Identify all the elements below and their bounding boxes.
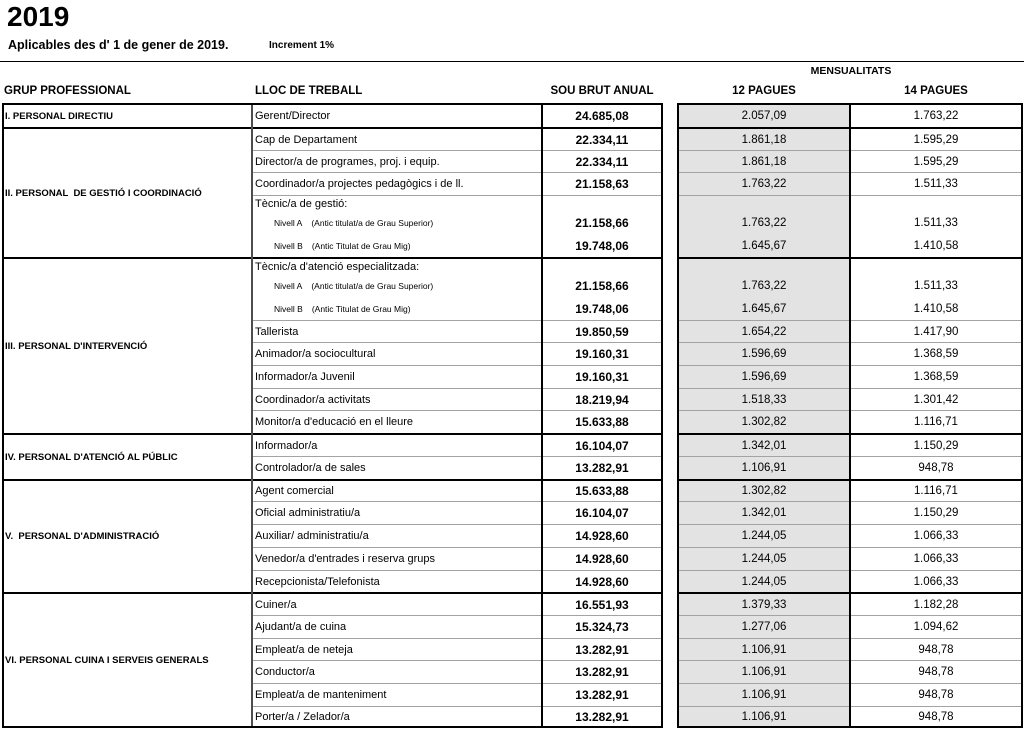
job-level: [274, 234, 558, 257]
monthly-14-payments: 948,78: [918, 462, 954, 474]
monthly-12-payments: 1.645,67: [741, 302, 787, 315]
group-label: V. PERSONAL D'ADMINISTRACIÓ: [5, 531, 160, 542]
group-rows: [253, 435, 661, 479]
monthly-14-payments: 948,78: [918, 643, 954, 656]
monthly-14-payments: 948,78: [918, 666, 954, 678]
level-note: (Antic Titulat de Grau Mig): [311, 303, 411, 314]
job-title: Conductor/a: [255, 666, 315, 678]
monthly-12-payments: 1.342,01: [741, 439, 787, 452]
monthly-12-payments: 1.518,33: [741, 393, 787, 406]
monthly-14-payments: 1.410,58: [913, 239, 959, 252]
table-row: [253, 150, 661, 172]
monthly-12-payments: 1.342,01: [741, 507, 787, 519]
monthly-12-payments: 1.106,91: [741, 643, 787, 656]
job-title: Tallerista: [255, 325, 299, 338]
job-title: Venedor/a d'entrades i reserva grups: [255, 553, 436, 565]
job-title: Gerent/Director: [255, 110, 331, 122]
table-row-level: [253, 297, 661, 320]
group-rows: [253, 105, 661, 127]
column-header-12-payments: 12 PAGUES: [732, 85, 796, 97]
table-row-level: [253, 274, 661, 297]
table-row: [253, 481, 661, 501]
job-level: [274, 274, 558, 297]
annual-salary: 16.104,07: [575, 506, 629, 520]
annual-salary: 15.633,88: [575, 415, 629, 429]
annual-salary: 21.158,63: [575, 177, 629, 191]
column-header-group: GRUP PROFESSIONAL: [4, 85, 131, 97]
job-title: Coordinador/a projectes pedagògics i de ll.: [255, 178, 464, 190]
table-row: [253, 501, 661, 524]
table-row: [253, 547, 661, 570]
job-title: Cuiner/a: [255, 598, 297, 611]
increment-note: Increment 1%: [269, 40, 335, 51]
monthly-12-payments: 1.596,69: [741, 348, 787, 360]
table-row: [253, 683, 661, 706]
table-row-level: [253, 234, 661, 257]
monthly-14-payments: 1.116,71: [914, 416, 958, 428]
table-row: [253, 320, 661, 342]
job-title: Ajudant/a de cuina: [255, 621, 347, 633]
level-label: Nivell B: [274, 303, 303, 314]
table-row: [253, 706, 661, 726]
monthly-14-payments: 1.066,33: [913, 553, 959, 565]
monthly-14-payments: 948,78: [918, 710, 954, 723]
job-title: Animador/a sociocultural: [255, 348, 376, 360]
job-title: Oficial administratiu/a: [255, 507, 361, 519]
table-row: [253, 570, 661, 592]
annual-salary: 15.324,73: [575, 620, 629, 634]
table-row-category: [253, 259, 661, 274]
job-title: Monitor/a d'educació en el lleure: [255, 416, 414, 428]
annual-salary: 13.282,91: [575, 709, 629, 724]
annual-salary: 14.928,60: [575, 552, 629, 566]
monthly-12-payments: 1.763,22: [741, 279, 787, 292]
table-row: [253, 172, 661, 195]
column-group-header-monthly: MENSUALITATS: [810, 65, 892, 77]
annual-salary: 13.282,91: [575, 688, 629, 702]
monthly-12-payments: 1.244,05: [741, 575, 787, 588]
group-label: VI. PERSONAL CUINA I SERVEIS GENERALS: [5, 654, 209, 666]
job-title: Tècnic/a de gestió:: [255, 197, 348, 210]
annual-salary: 13.282,91: [575, 665, 629, 679]
monthly-12-payments: 1.763,22: [741, 178, 787, 190]
table-row-category: [253, 195, 661, 211]
job-title: Informador/a: [255, 439, 318, 452]
annual-salary: 24.685,08: [575, 109, 629, 123]
group-rows: [253, 129, 661, 257]
table-row: [253, 342, 661, 365]
level-note: (Antic Titulat de Grau Mig): [311, 240, 411, 251]
monthly-12-payments: 1.302,82: [741, 416, 787, 428]
table-row: [253, 365, 661, 388]
table-row: [253, 129, 661, 150]
group-rows: [253, 259, 661, 433]
monthly-12-payments: 1.654,22: [741, 325, 787, 338]
annual-salary: 14.928,60: [575, 529, 629, 543]
monthly-14-payments: 1.116,71: [914, 485, 958, 497]
table-row: [253, 524, 661, 547]
monthly-12-payments: 1.379,33: [741, 598, 787, 611]
monthly-14-payments: 1.410,58: [913, 302, 959, 315]
job-title: Tècnic/a d'atenció especialitzada:: [255, 260, 420, 273]
group-block: [4, 105, 661, 127]
annual-salary: 19.748,06: [575, 301, 629, 316]
job-title: Empleat/a de manteniment: [255, 689, 387, 701]
job-level: [274, 297, 558, 320]
group-rows: [253, 481, 661, 592]
monthly-12-payments: 1.277,06: [741, 621, 787, 633]
annual-salary: 21.158,66: [575, 278, 629, 293]
group-label: III. PERSONAL D'INTERVENCIÓ: [5, 340, 148, 352]
monthly-14-payments: 1.066,33: [913, 530, 959, 542]
annual-salary: 22.334,11: [575, 132, 629, 147]
monthly-14-payments: 1.595,29: [913, 155, 959, 168]
job-title: Porter/a / Zelador/a: [255, 710, 350, 723]
monthly-14-payments: 1.094,62: [913, 621, 959, 633]
monthly-14-payments: 1.511,33: [914, 216, 958, 229]
monthly-14-payments: 1.511,33: [914, 178, 958, 190]
group-label: IV. PERSONAL D'ATENCIÓ AL PÚBLIC: [5, 451, 178, 463]
job-title: Empleat/a de neteja: [255, 643, 353, 656]
column-divider: [541, 105, 543, 726]
annual-salary: 16.551,93: [575, 597, 629, 612]
column-divider: [251, 105, 253, 726]
group-rows: [253, 594, 661, 726]
annual-salary: 19.160,31: [575, 347, 629, 361]
monthly-12-payments: 1.106,91: [741, 462, 787, 474]
job-title: Coordinador/a activitats: [255, 393, 371, 406]
monthly-12-payments: 1.302,82: [741, 485, 787, 497]
level-label: Nivell B: [274, 240, 303, 251]
monthly-14-payments: 1.301,42: [913, 393, 959, 406]
annual-salary: 15.633,88: [575, 484, 629, 498]
monthly-14-payments: 1.066,33: [913, 575, 959, 588]
column-header-14-payments: 14 PAGUES: [904, 85, 968, 97]
monthly-14-payments: 1.368,59: [913, 371, 959, 383]
table-row: [253, 594, 661, 615]
monthly-14-payments: 1.511,33: [914, 279, 958, 292]
monthly-12-payments: 1.861,18: [741, 133, 787, 146]
column-header-job: LLOC DE TREBALL: [255, 85, 363, 97]
subtitle: Aplicables des d' 1 de gener de 2019.: [8, 38, 229, 52]
annual-salary: 19.850,59: [575, 324, 629, 339]
job-title: Director/a de programes, proj. i equip.: [255, 155, 440, 168]
table-row-level: [253, 211, 661, 234]
annual-salary: 13.282,91: [575, 461, 629, 475]
monthly-12-payments: 1.861,18: [741, 155, 787, 168]
monthly-12-payments: 1.244,05: [741, 553, 787, 565]
monthly-14-payments: 1.763,22: [913, 110, 959, 122]
annual-salary: 19.748,06: [575, 238, 629, 253]
job-title: Recepcionista/Telefonista: [255, 575, 380, 588]
group-block: [4, 257, 661, 433]
level-note: (Antic titulat/a de Grau Superior): [311, 280, 434, 291]
group-label: II. PERSONAL DE GESTIÓ I COORDINACIÓ: [5, 187, 202, 199]
monthly-14-payments: 1.150,29: [913, 507, 959, 519]
monthly-12-payments: 1.106,91: [741, 710, 787, 723]
table-row: [253, 456, 661, 479]
monthly-14-payments: 948,78: [918, 689, 954, 701]
monthly-14-payments: 1.150,29: [913, 439, 959, 452]
monthly-12-payments: 2.057,09: [741, 110, 787, 122]
annual-salary: 13.282,91: [575, 642, 629, 657]
job-level: [274, 211, 558, 234]
monthly-12-payments: 1.244,05: [741, 530, 787, 542]
job-title: Controlador/a de sales: [255, 462, 366, 474]
group-block: [4, 592, 661, 726]
job-title: Auxiliar/ administratiu/a: [255, 530, 369, 542]
annual-salary: 21.158,66: [575, 215, 629, 230]
monthly-12-payments: 1.106,91: [741, 689, 787, 701]
column-header-annual: SOU BRUT ANUAL: [550, 85, 654, 97]
salary-table-monthly: [677, 103, 1023, 728]
group-block: [4, 433, 661, 479]
table-row: [253, 660, 661, 683]
annual-salary: 22.334,11: [575, 154, 629, 169]
annual-salary: 19.160,31: [575, 370, 629, 384]
annual-salary: 16.104,07: [575, 438, 629, 453]
group-label: I. PERSONAL DIRECTIU: [5, 110, 114, 122]
table-row: [253, 105, 661, 127]
column-divider: [849, 105, 851, 726]
monthly-14-payments: 1.595,29: [913, 133, 959, 146]
monthly-14-payments: 1.182,28: [913, 598, 959, 611]
header-divider: [0, 61, 1024, 62]
job-title: Agent comercial: [255, 485, 334, 497]
job-title: Cap de Departament: [255, 133, 358, 146]
table-row: [253, 435, 661, 456]
page-title-year: 2019: [7, 1, 70, 32]
group-block: [4, 127, 661, 257]
monthly-12-payments: 1.763,22: [741, 216, 787, 229]
job-title: Informador/a Juvenil: [255, 371, 355, 383]
table-row: [253, 615, 661, 638]
level-note: (Antic titulat/a de Grau Superior): [311, 217, 434, 228]
level-label: Nivell A: [274, 217, 303, 228]
salary-table-annual: [2, 103, 663, 728]
annual-salary: 14.928,60: [575, 574, 629, 589]
monthly-12-payments: 1.596,69: [741, 371, 787, 383]
monthly-12-payments: 1.645,67: [741, 239, 787, 252]
level-label: Nivell A: [274, 280, 303, 291]
monthly-14-payments: 1.368,59: [913, 348, 959, 360]
table-row: [253, 388, 661, 410]
group-block: [4, 479, 661, 592]
annual-salary: 18.219,94: [575, 392, 629, 407]
table-row: [253, 638, 661, 660]
table-row: [253, 410, 661, 433]
monthly-14-payments: 1.417,90: [913, 325, 959, 338]
monthly-12-payments: 1.106,91: [741, 666, 787, 678]
